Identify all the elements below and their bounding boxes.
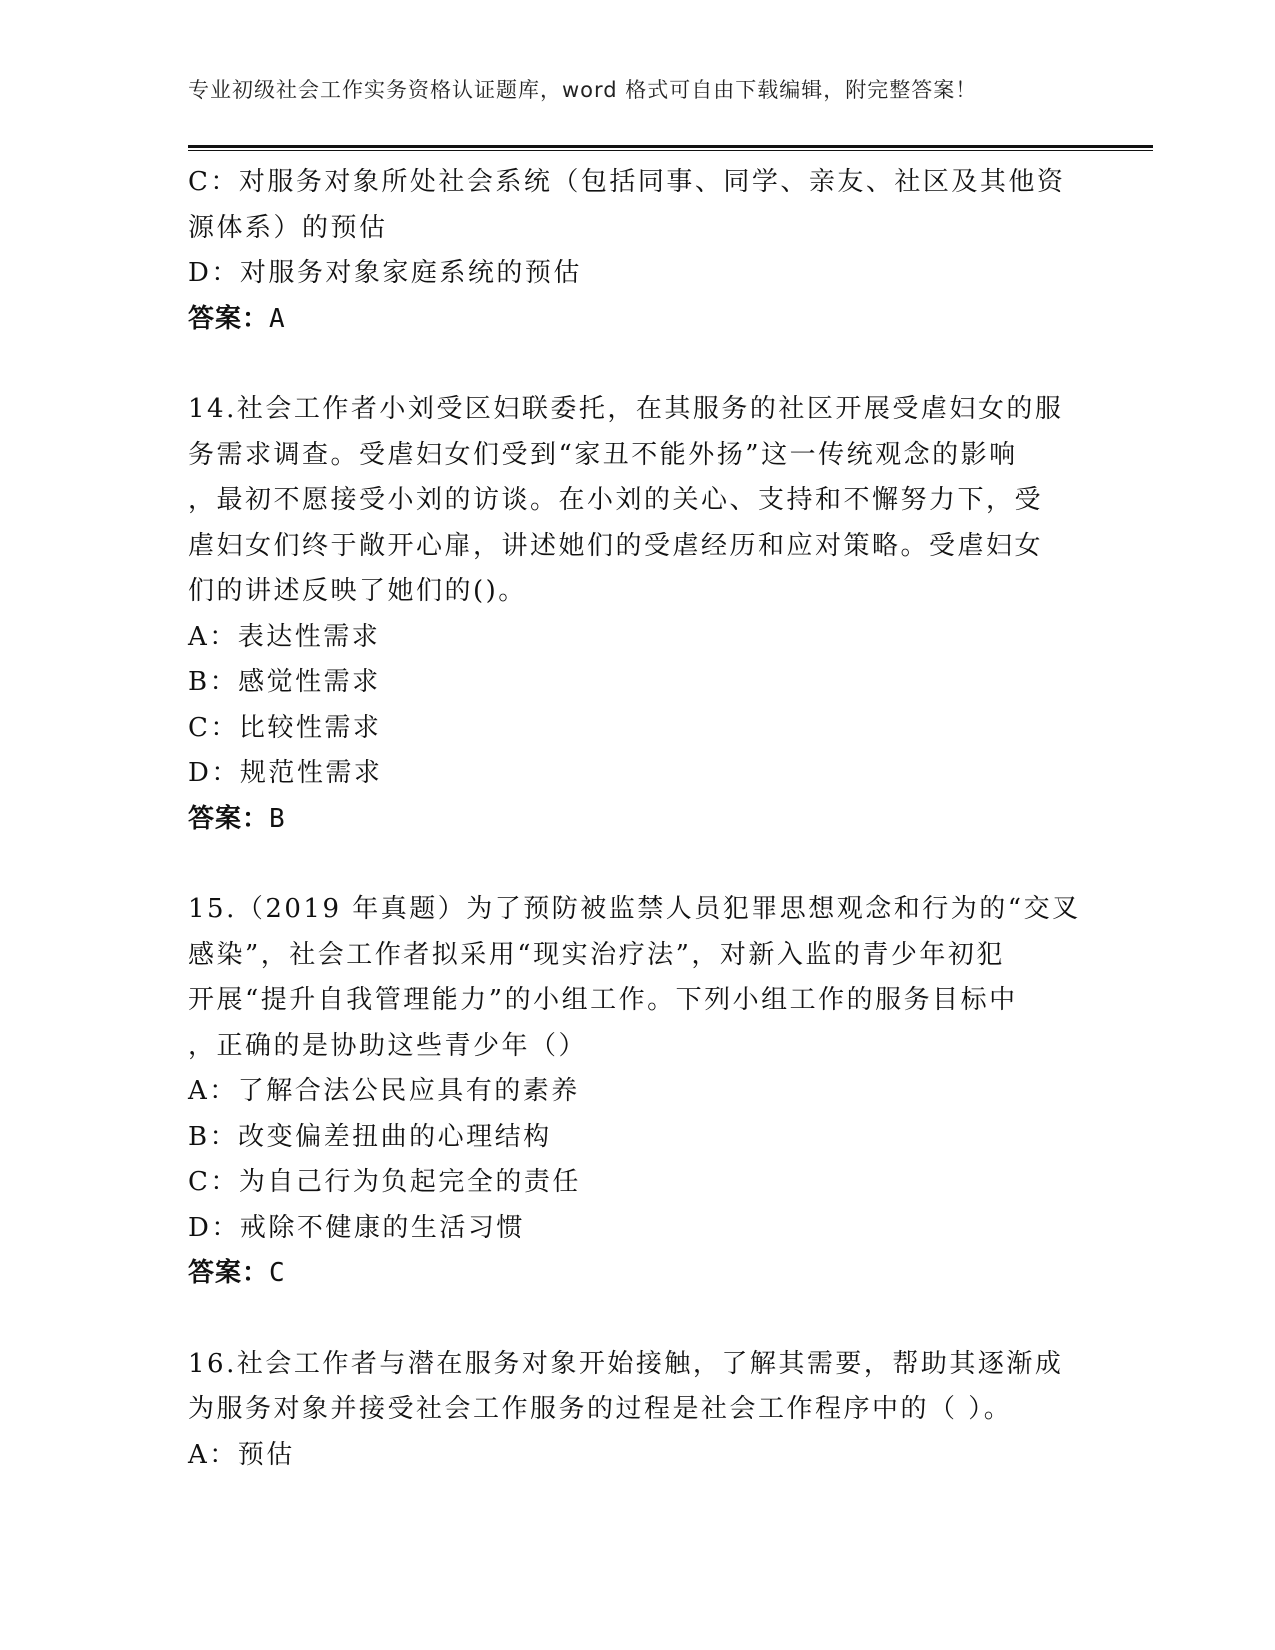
answer-value: A [269, 303, 286, 334]
answer-label: 答案： [188, 303, 270, 334]
option-c-continued: 源体系）的预估 [188, 212, 388, 243]
header-rule-thick [188, 145, 1153, 148]
option-c: C：为自己行为负起完全的责任 [188, 1167, 581, 1197]
option-a: A：表达性需求 [188, 621, 381, 652]
question-stem-line: 15.（2019 年真题）为了预防被监禁人员犯罪思想观念和行为的“交叉 [188, 894, 1081, 924]
answer-line [188, 297, 1088, 343]
option-a: A：预估 [188, 1439, 295, 1470]
answer-line [188, 1251, 1088, 1297]
page-header: 专业初级社会工作实务资格认证题库，word 格式可自由下载编辑，附完整答案！ [188, 78, 978, 102]
option-c: C：对服务对象所处社会系统（包括同事、同学、亲友、社区及其他资 [188, 167, 1066, 197]
option-b: B：改变偏差扭曲的心理结构 [188, 1121, 552, 1152]
answer-label: 答案： [188, 1258, 270, 1288]
option-c: C：比较性需求 [188, 712, 382, 743]
question-stem-line: 们的讲述反映了她们的()。 [188, 576, 527, 606]
question-stem-line: 16.社会工作者与潜在服务对象开始接触，了解其需要，帮助其逐渐成 [188, 1348, 1064, 1379]
question-stem-line: 14.社会工作者小刘受区妇联委托，在其服务的社区开展受虐妇女的服 [188, 394, 1064, 424]
question-stem-line: 虐妇女们终于敞开心扉，讲述她们的受虐经历和应对策略。受虐妇女 [188, 530, 1044, 561]
question-16 [188, 1342, 1088, 1479]
answer-value: C [269, 1258, 286, 1288]
question-stem-line: ，正确的是协助这些青少年（） [188, 1030, 588, 1061]
option-d: D：对服务对象家庭系统的预估 [188, 258, 582, 288]
option-a: A：了解合法公民应具有的素养 [188, 1076, 580, 1106]
answer-label: 答案： [188, 803, 270, 834]
answer-line [188, 797, 1088, 843]
question-content [188, 160, 1088, 1478]
question-15 [188, 887, 1088, 1297]
option-d: D：规范性需求 [188, 758, 383, 788]
question-stem-line: 务需求调查。受虐妇女们受到“家丑不能外扬”这一传统观念的影响 [188, 439, 1018, 470]
question-stem-line: ，最初不愿接受小刘的访谈。在小刘的关心、支持和不懈努力下，受 [188, 485, 1044, 515]
question-stem-line: 开展“提升自我管理能力”的小组工作。下列小组工作的服务目标中 [188, 985, 1018, 1015]
header-rule-thin [188, 150, 1153, 151]
question-14 [188, 387, 1088, 842]
option-b: B：感觉性需求 [188, 667, 381, 697]
question-stem-line: 为服务对象并接受社会工作服务的过程是社会工作程序中的（ ）。 [188, 1394, 1013, 1424]
option-d: D：戒除不健康的生活习惯 [188, 1212, 525, 1243]
question-13-tail [188, 160, 1088, 342]
question-stem-line: 感染”，社会工作者拟采用“现实治疗法”，对新入监的青少年初犯 [188, 939, 1005, 970]
answer-value: B [269, 803, 286, 834]
